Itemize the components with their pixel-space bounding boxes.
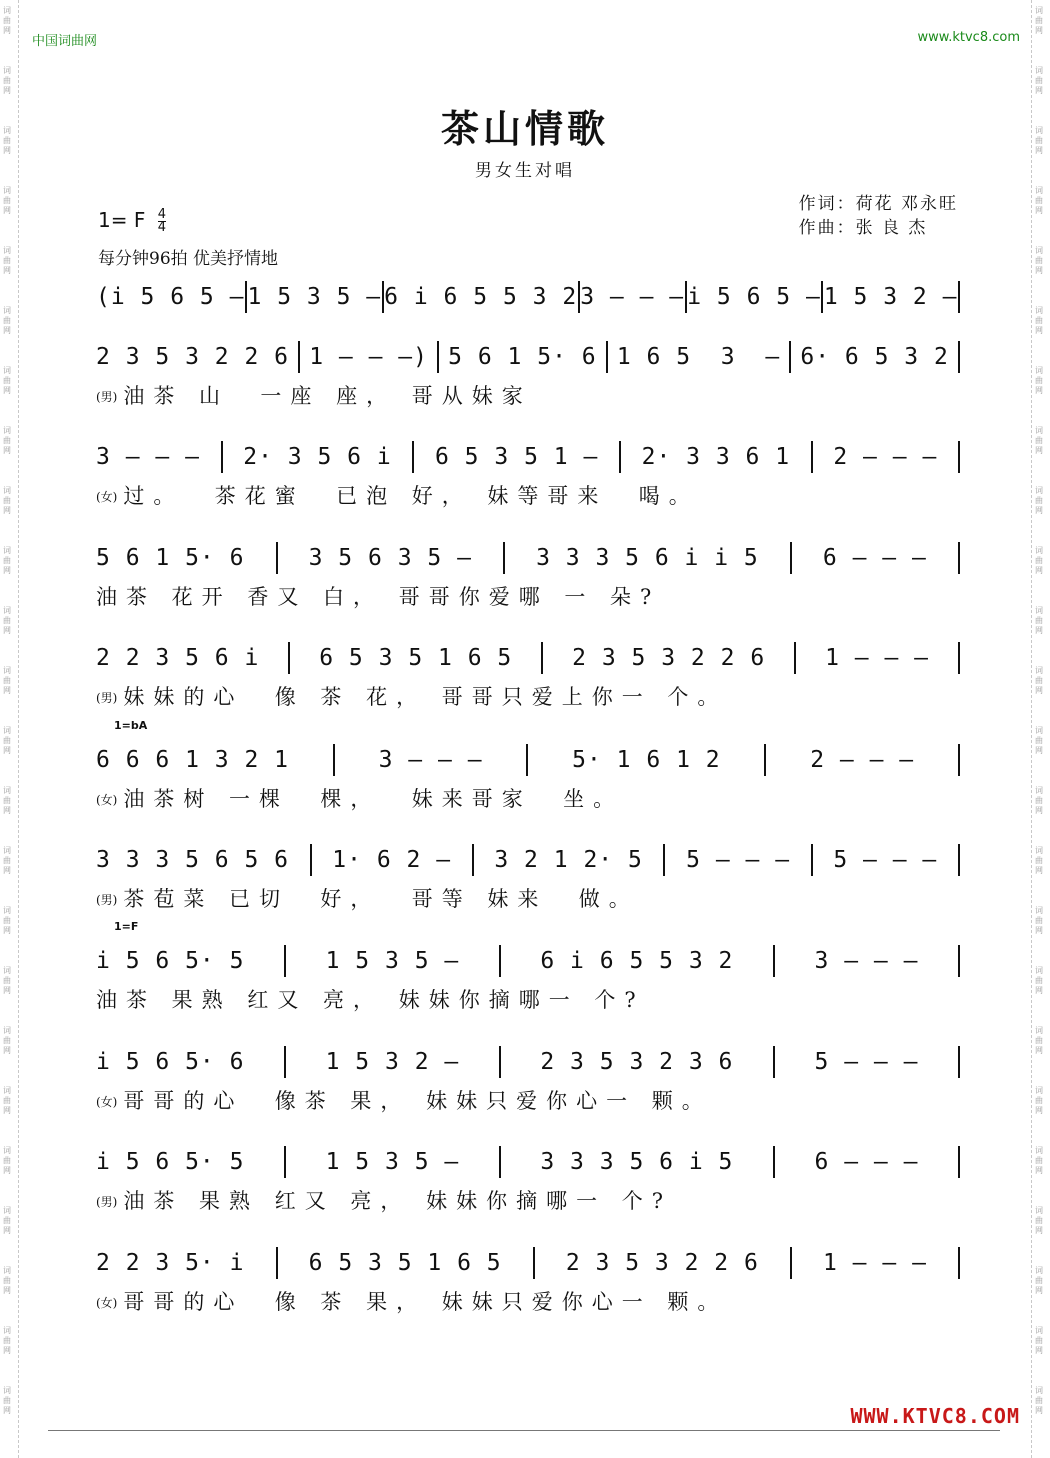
measure: 2 3 5 3 2 2 6 xyxy=(572,645,766,671)
measure: 3 — — — xyxy=(814,948,919,974)
side-watermark-text: 词曲网 xyxy=(1035,126,1043,155)
bar-line xyxy=(794,642,796,674)
bar-line xyxy=(764,744,766,776)
bar-line xyxy=(412,441,414,473)
lyricist: 作词：荷花 邓永旺 xyxy=(798,194,958,214)
side-watermark-text: 词曲网 xyxy=(3,786,11,815)
side-watermark-text: 词曲网 xyxy=(3,606,11,635)
bar-line xyxy=(958,945,960,977)
measure: 2 — — — xyxy=(810,747,915,773)
right-margin-watermark xyxy=(1031,0,1050,1458)
side-watermark-text: 词曲网 xyxy=(1035,1146,1043,1175)
lyric-line xyxy=(96,480,960,510)
bar-line xyxy=(221,441,223,473)
bar-line xyxy=(811,844,813,876)
bar-line xyxy=(958,542,960,574)
measure: i 5 6 5 — xyxy=(687,284,821,310)
measure: 6 5 3 5 1 6 5 xyxy=(308,1250,502,1276)
lyric-text: 油茶 花开 香又 白， 哥哥你爱哪 一 朵? xyxy=(96,585,661,609)
lyric-text: 油茶树 一棵 棵， 妹来哥家 坐。 xyxy=(123,787,624,811)
lyric-text: 哥哥的心 像 茶 果， 妹妹只爱你心一 颗。 xyxy=(123,1290,728,1314)
side-watermark-text: 词曲网 xyxy=(3,546,11,575)
bar-line xyxy=(472,844,474,876)
bar-line xyxy=(958,1247,960,1279)
measure: 3 3 3 5 6 5 6 xyxy=(96,847,290,873)
measure: 5 6 1 5· 6 xyxy=(448,344,597,370)
lyric-text: 油茶 果熟 红又 亮， 妹妹你摘哪一 个? xyxy=(123,1189,673,1213)
measure: 1 5 3 5 — xyxy=(247,284,382,310)
bar-line xyxy=(663,844,665,876)
modulation-key: 1=bA xyxy=(114,719,148,732)
bar-line xyxy=(606,341,608,373)
side-watermark-text: 词曲网 xyxy=(1035,606,1043,635)
side-watermark-text: 词曲网 xyxy=(1035,846,1043,875)
measure: i 5 6 5· 5 xyxy=(96,948,245,974)
measure: 5 — — — xyxy=(686,847,791,873)
measure: 5· 1 6 1 2 xyxy=(572,747,721,773)
measure: 5 — — — xyxy=(833,847,938,873)
measure: 2 3 5 3 2 2 6 xyxy=(96,344,290,370)
bar-line xyxy=(310,844,312,876)
measure: 1 5 3 5 — xyxy=(325,1149,460,1175)
lyric-line xyxy=(96,883,960,913)
side-watermark-text: 词曲网 xyxy=(1035,1026,1043,1055)
singer-marker: (男) xyxy=(96,390,118,404)
measure: 6 i 6 5 5 3 2 xyxy=(384,284,578,310)
bar-line xyxy=(284,1046,286,1078)
meter-denominator: 4 xyxy=(157,220,166,235)
bar-line xyxy=(288,642,290,674)
lyric-line xyxy=(96,1085,960,1115)
side-watermark-text: 词曲网 xyxy=(1035,786,1043,815)
side-watermark-text: 词曲网 xyxy=(1035,66,1043,95)
bar-line xyxy=(790,1247,792,1279)
song-subtitle: 男女生对唱 xyxy=(475,161,575,181)
bar-line xyxy=(619,441,621,473)
lyric-line xyxy=(96,681,960,711)
lyric-line xyxy=(96,783,960,813)
measure: 5 6 1 5· 6 xyxy=(96,545,245,571)
side-watermark-text: 词曲网 xyxy=(3,966,11,995)
measure: 1 5 3 5 — xyxy=(325,948,460,974)
side-watermark-text: 词曲网 xyxy=(3,1026,11,1055)
bar-line xyxy=(503,542,505,574)
composer: 作曲：张 良 杰 xyxy=(798,218,928,238)
bar-line xyxy=(958,844,960,876)
measure: 2 — — — xyxy=(833,444,938,470)
lyric-line xyxy=(96,581,960,611)
measure: 3 — — — xyxy=(96,444,200,470)
side-watermark-text: 词曲网 xyxy=(3,366,11,395)
measure: 6 6 6 1 3 2 1 xyxy=(96,747,290,773)
lyric-text: 油茶 果熟 红又 亮， 妹妹你摘哪一 个? xyxy=(96,988,645,1012)
measure: 3 5 6 3 5 — xyxy=(308,545,472,571)
side-watermark-text: 词曲网 xyxy=(3,1086,11,1115)
side-watermark-text: 词曲网 xyxy=(1035,426,1043,455)
side-watermark-text: 词曲网 xyxy=(3,186,11,215)
time-signature xyxy=(158,209,166,234)
bar-line xyxy=(958,281,960,313)
measure: 2· 3 5 6 i xyxy=(243,444,392,470)
side-watermark-text: 词曲网 xyxy=(3,306,11,335)
lyric-line xyxy=(96,380,960,410)
side-watermark-text: 词曲网 xyxy=(1035,186,1043,215)
tempo-marking: 每分钟96拍 优美抒情地 xyxy=(98,249,279,269)
measure: 2 2 3 5· i xyxy=(96,1250,245,1276)
measure: 1 — — — xyxy=(825,645,930,671)
bar-line xyxy=(811,441,813,473)
side-watermark-text: 词曲网 xyxy=(1035,666,1043,695)
notation-line xyxy=(96,743,960,777)
credits xyxy=(799,192,958,240)
key-text: 1= F xyxy=(98,208,146,232)
measure: 6 i 6 5 5 3 2 xyxy=(540,948,734,974)
side-watermark-text: 词曲网 xyxy=(3,1326,11,1355)
bar-line xyxy=(958,1046,960,1078)
measure: 1 — — — xyxy=(822,1250,927,1276)
left-margin-watermark xyxy=(0,0,19,1458)
lyric-text: 妹妹的心 像 茶 花， 哥哥只爱上你一 个。 xyxy=(123,685,728,709)
side-watermark-text: 词曲网 xyxy=(3,846,11,875)
lyric-text: 油茶 山 一座 座， 哥从妹家 xyxy=(123,384,532,408)
site-name-left[interactable]: 中国词曲网 xyxy=(32,34,98,49)
singer-marker: (男) xyxy=(96,691,118,705)
bar-line xyxy=(499,1146,501,1178)
notation-line xyxy=(96,843,960,877)
footer-logo[interactable]: WWW.KTVC8.COM xyxy=(850,1404,1020,1428)
side-watermark-text: 词曲网 xyxy=(1035,906,1043,935)
lyric-line xyxy=(96,1286,960,1316)
side-watermark-text: 词曲网 xyxy=(1035,1386,1043,1415)
measure: 2 3 5 3 2 3 6 xyxy=(540,1049,734,1075)
side-watermark-text: 词曲网 xyxy=(1035,1086,1043,1115)
side-watermark-text: 词曲网 xyxy=(3,906,11,935)
singer-marker: (女) xyxy=(96,793,118,807)
measure: 5 — — — xyxy=(814,1049,919,1075)
notation-line xyxy=(96,280,960,314)
bar-line xyxy=(958,341,960,373)
singer-marker: (男) xyxy=(96,893,118,907)
lyric-text: 过。 茶花蜜 已泡 好， 妹等哥来 喝。 xyxy=(123,484,699,508)
notation-line xyxy=(96,1246,960,1280)
side-watermark-text: 词曲网 xyxy=(1035,366,1043,395)
bar-line xyxy=(284,1146,286,1178)
lyric-line xyxy=(96,984,960,1014)
bar-line xyxy=(533,1247,535,1279)
side-watermark-text: 词曲网 xyxy=(1035,6,1043,35)
bar-line xyxy=(773,1146,775,1178)
bar-line xyxy=(499,945,501,977)
measure: 6· 6 5 3 2 xyxy=(800,344,949,370)
notation-line xyxy=(96,641,960,675)
notation-line xyxy=(96,1145,960,1179)
bar-line xyxy=(773,945,775,977)
bar-line xyxy=(958,441,960,473)
bar-line xyxy=(437,341,439,373)
lyric-text: 茶苞菜 已切 好， 哥等 妹来 做。 xyxy=(123,887,639,911)
lyric-text: 哥哥的心 像茶 果， 妹妹只爱你心一 颗。 xyxy=(123,1089,712,1113)
singer-marker: (女) xyxy=(96,1095,118,1109)
measure: i 5 6 5· 6 xyxy=(96,1049,245,1075)
measure: 1 — — —) xyxy=(309,344,428,370)
measure: 6 — — — xyxy=(822,545,927,571)
song-title: 茶山情歌 xyxy=(440,106,609,151)
side-watermark-text: 词曲网 xyxy=(1035,1266,1043,1295)
side-watermark-text: 词曲网 xyxy=(3,126,11,155)
bar-line xyxy=(276,1247,278,1279)
bar-line xyxy=(958,1146,960,1178)
side-watermark-text: 词曲网 xyxy=(3,1266,11,1295)
singer-marker: (男) xyxy=(96,1195,118,1209)
measure: 1 5 3 2 — xyxy=(325,1049,460,1075)
measure: 1· 6 2 — xyxy=(332,847,452,873)
singer-marker: (女) xyxy=(96,490,118,504)
bar-line xyxy=(276,542,278,574)
side-watermark-text: 词曲网 xyxy=(3,1386,11,1415)
side-watermark-text: 词曲网 xyxy=(3,66,11,95)
side-watermark-text: 词曲网 xyxy=(3,666,11,695)
site-url-right[interactable]: www.ktvc8.com xyxy=(917,30,1020,45)
key-signature xyxy=(98,208,166,234)
measure: 6 5 3 5 1 6 5 xyxy=(319,645,513,671)
singer-marker: (女) xyxy=(96,1296,118,1310)
notation-line xyxy=(96,541,960,575)
bar-line xyxy=(298,341,300,373)
measure: 6 5 3 5 1 — xyxy=(434,444,599,470)
side-watermark-text: 词曲网 xyxy=(1035,1206,1043,1235)
side-watermark-text: 词曲网 xyxy=(3,726,11,755)
side-watermark-text: 词曲网 xyxy=(3,1206,11,1235)
side-watermark-text: 词曲网 xyxy=(1035,486,1043,515)
measure: i 5 6 5· 5 xyxy=(96,1149,245,1175)
measure: 1 5 3 2 — xyxy=(823,284,958,310)
notation-line xyxy=(96,340,960,374)
bar-line xyxy=(333,744,335,776)
notation-line xyxy=(96,440,960,474)
bar-line xyxy=(284,945,286,977)
bar-line xyxy=(958,642,960,674)
side-watermark-text: 词曲网 xyxy=(3,6,11,35)
measure: 1 6 5 3 — xyxy=(616,344,781,370)
side-watermark-text: 词曲网 xyxy=(1035,546,1043,575)
modulation-key: 1=F xyxy=(114,920,139,933)
measure: 3 2 1 2· 5 xyxy=(494,847,643,873)
measure: 6 — — — xyxy=(814,1149,919,1175)
footer-rule xyxy=(48,1430,1000,1431)
measure: 2· 3 3 6 1 xyxy=(641,444,791,470)
lyric-line xyxy=(96,1185,960,1215)
measure: 3 — — — xyxy=(580,284,685,310)
meter-numerator: 4 xyxy=(157,207,166,222)
measure: 2 2 3 5 6 i xyxy=(96,645,260,671)
side-watermark-text: 词曲网 xyxy=(1035,966,1043,995)
bar-line xyxy=(526,744,528,776)
notation-line xyxy=(96,1045,960,1079)
bar-line xyxy=(499,1046,501,1078)
measure: 3 — — — xyxy=(378,747,483,773)
side-watermark-text: 词曲网 xyxy=(3,1146,11,1175)
bar-line xyxy=(773,1046,775,1078)
measure: 2 3 5 3 2 2 6 xyxy=(565,1250,759,1276)
bar-line xyxy=(790,542,792,574)
measure: 3 3 3 5 6 i 5 xyxy=(540,1149,734,1175)
notation-line xyxy=(96,944,960,978)
bar-line xyxy=(789,341,791,373)
side-watermark-text: 词曲网 xyxy=(1035,306,1043,335)
bar-line xyxy=(958,744,960,776)
side-watermark-text: 词曲网 xyxy=(3,246,11,275)
side-watermark-text: 词曲网 xyxy=(1035,726,1043,755)
side-watermark-text: 词曲网 xyxy=(3,486,11,515)
bar-line xyxy=(541,642,543,674)
measure: 3 3 3 5 6 i i 5 xyxy=(536,545,759,571)
side-watermark-text: 词曲网 xyxy=(1035,1326,1043,1355)
side-watermark-text: 词曲网 xyxy=(1035,246,1043,275)
side-watermark-text: 词曲网 xyxy=(3,426,11,455)
measure: (i 5 6 5 — xyxy=(96,284,245,310)
